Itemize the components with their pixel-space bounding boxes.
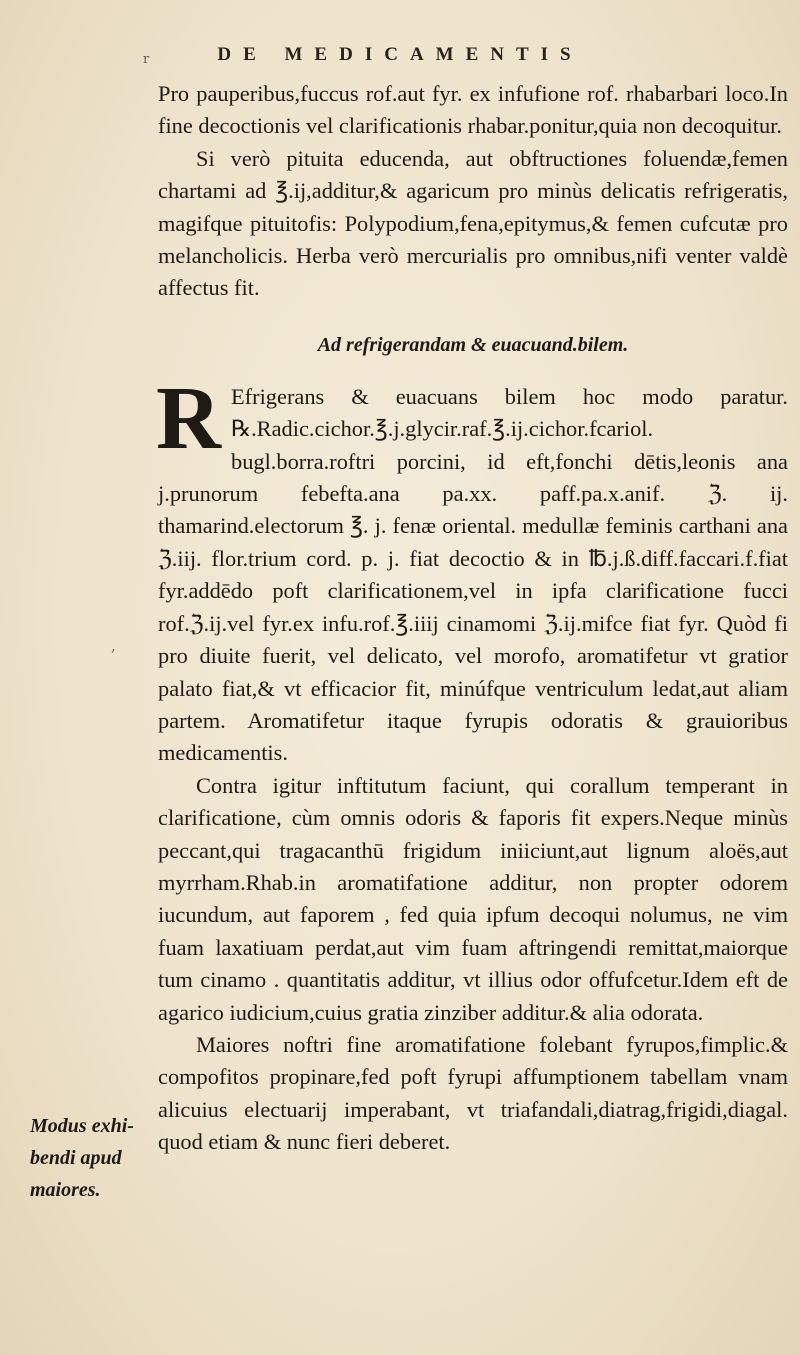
- paragraph-3: Efrigerans & euacuans bilem hoc modo paratur. ℞.Radic.cichor.℥.j.glycir.raf.℥.ij.cichor.fcariol. bugl.borra.roftri porcini, id eft,fonchi dētis,leonis ana j.prunorum febefta.ana pa.xx. paff.pa.x.anif. ℨ. ij. thamarind.electorum ℥. j. fenæ oriental. medullæ feminis carthani ana ℨ.iij. flor.trium cord. p. j. fiat decoctio & in ℔.j.ß.diff.faccari.f.fiat fyr.addēdo poft clarificationem,vel in ipfa clarificatione fucci rof.ℨ.ij.vel fyr.ex infu.rof.℥.iiij cinamomi ℨ.ij.mifce fiat fyr. Quòd fi pro diuite fuerit, vel delicato, vel morofo, aromatifetur vt gratior palato fiat,& vt efficacior fit, minúfque ventriculum ledat,aut aliam partem. Aromatifetur itaque fyrupis odoratis & grauioribus medicamentis.: [158, 383, 788, 766]
- text-body: [158, 78, 788, 1159]
- margin-note-line: maiores.: [30, 1179, 101, 1201]
- paragraph-1: Pro pauperibus,fuccus rof.aut fyr. ex infufione rof. rhabarbari loco.In fine decoctionis vel clarificationis rhabar.ponitur,quia non decoquitur.: [158, 81, 788, 139]
- margin-tick: ʼ: [110, 646, 116, 665]
- paragraph-5: Maiores noftri fine aromatifatione folebant fyrupos,fimplic.& compofitos propinare,fed poft fyrupi affumptionem tabellam vnam alicuius electuarij imperabant, vt triafandali,diatrag,frigidi,diagal. quod etiam & nunc fieri deberet.: [158, 1031, 788, 1155]
- drop-cap: R: [156, 368, 221, 468]
- section-heading: Ad refrigerandam & euacuand.bilem.: [317, 333, 629, 356]
- page-mark: r: [143, 52, 150, 67]
- recipe-block: [156, 368, 788, 770]
- paragraph-4: Contra igitur inftitutum faciunt, qui corallum temperant in clarificatione, cùm omnis odoris & faporis fit expers.Neque minùs peccant,qui tragacanthū frigidum iniiciunt,aut lignum aloës,aut myrrham.Rhab.in aromatifatione additur, non propter odorem iucundum, aut faporem , fed quia ipfum decoqui nolumus, ne vim fuam laxatiuam perdat,aut vim fuam aftringendi remittat,maiorque tum cinamo . quantitatis additur, vt illius odor offufcetur.Idem eft de agarico iudicium,cuius gratia zinziber additur.& alia odorata.: [158, 772, 788, 1025]
- margin-note-line: bendi apud: [30, 1147, 122, 1169]
- margin-note: [30, 1110, 158, 1206]
- paragraph-2: Si verò pituita educenda, aut obftructiones foluendæ,femen chartami ad ℥.ij,additur,& agaricum pro minùs delicatis refrigeratis, magifque pituitofis: Polypodium,fena,epitymus,& femen cufcutæ pro melancholicis. Herba verò mercurialis pro omnibus,nifi venter valdè affectus fit.: [158, 145, 788, 301]
- margin-note-line: Modus exhi-: [30, 1115, 134, 1137]
- running-header: DE MEDICAMENTIS: [217, 44, 583, 65]
